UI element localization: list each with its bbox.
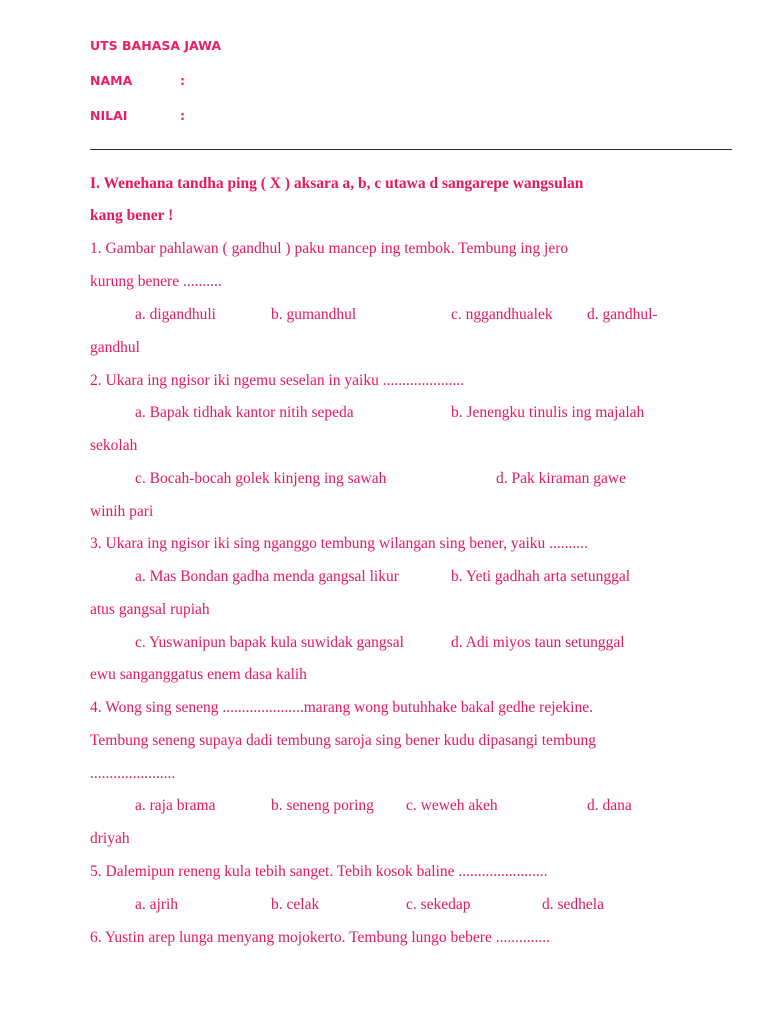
question-6-stem: 6. Yustin arep lunga menyang mojokerto. Tembung lungo bebere .............. [90,929,550,946]
score-label: NILAI [90,108,128,123]
question-5-stem: 5. Dalemipun reneng kula tebih sanget. Tebih kosok baline ....................... [90,863,548,880]
question-1-option-d-continuation: gandhul [90,339,140,356]
question-5-option-b: b. celak [271,896,320,913]
question-2-option-c: c. Bocah-bocah golek kinjeng ing sawah [135,470,387,487]
score-colon: : [180,108,185,123]
question-4-stem-line-2: Tembung seneng supaya dadi tembung saroja sing bener kudu dipasangi tembung [90,732,596,749]
question-4-option-d-continuation: driyah [90,830,130,847]
section-heading-line-2: kang bener ! [90,207,174,224]
question-4-stem-line-1: 4. Wong sing seneng .....................marang wong butuhhake bakal gedhe rejekine. [90,699,593,716]
exam-title: UTS BAHASA JAWA [90,38,222,53]
question-4-option-b: b. seneng poring [271,797,374,814]
question-1-option-c: c. nggandhualek [451,306,553,323]
name-label: NAMA [90,73,133,88]
question-2-option-b: b. Jenengku tinulis ing majalah [451,404,645,421]
section-heading-line-1: I. Wenehana tandha ping ( X ) aksara a, b, c utawa d sangarepe wangsulan [90,175,584,192]
question-3-option-d: d. Adi miyos taun setunggal [451,634,625,651]
question-2-option-a: a. Bapak tidhak kantor nitih sepeda [135,404,354,421]
question-2-option-d-continuation: winih pari [90,503,154,520]
question-1-option-d: d. gandhul- [587,306,658,323]
question-2-option-d: d. Pak kiraman gawe [496,470,626,487]
question-4-option-d: d. dana [587,797,632,814]
question-1-option-b: b. gumandhul [271,306,357,323]
question-1-stem-line-2: kurung benere .......... [90,273,222,290]
name-colon: : [180,73,185,88]
question-2-option-b-continuation: sekolah [90,437,138,454]
question-5-option-c: c. sekedap [406,896,471,913]
question-5-option-a: a. ajrih [135,896,179,913]
question-4-option-a: a. raja brama [135,797,216,814]
question-2-stem: 2. Ukara ing ngisor iki ngemu seselan in yaiku ..................... [90,372,465,389]
header-divider [90,149,732,150]
question-4-option-c: c. weweh akeh [406,797,498,814]
question-3-stem: 3. Ukara ing ngisor iki sing nganggo tembung wilangan sing bener, yaiku .......... [90,535,588,552]
question-1-option-a: a. digandhuli [135,306,216,323]
question-3-option-a: a. Mas Bondan gadha menda gangsal likur [135,568,399,585]
question-3-option-b: b. Yeti gadhah arta setunggal [451,568,631,585]
question-3-option-b-continuation: atus gangsal rupiah [90,601,210,618]
question-1-stem-line-1: 1. Gambar pahlawan ( gandhul ) paku mancep ing tembok. Tembung ing jero [90,240,569,257]
question-3-option-d-continuation: ewu sanganggatus enem dasa kalih [90,666,307,683]
question-3-option-c: c. Yuswanipun bapak kula suwidak gangsal [135,634,404,651]
question-4-stem-line-3: ...................... [90,765,176,782]
question-5-option-d: d. sedhela [542,896,604,913]
